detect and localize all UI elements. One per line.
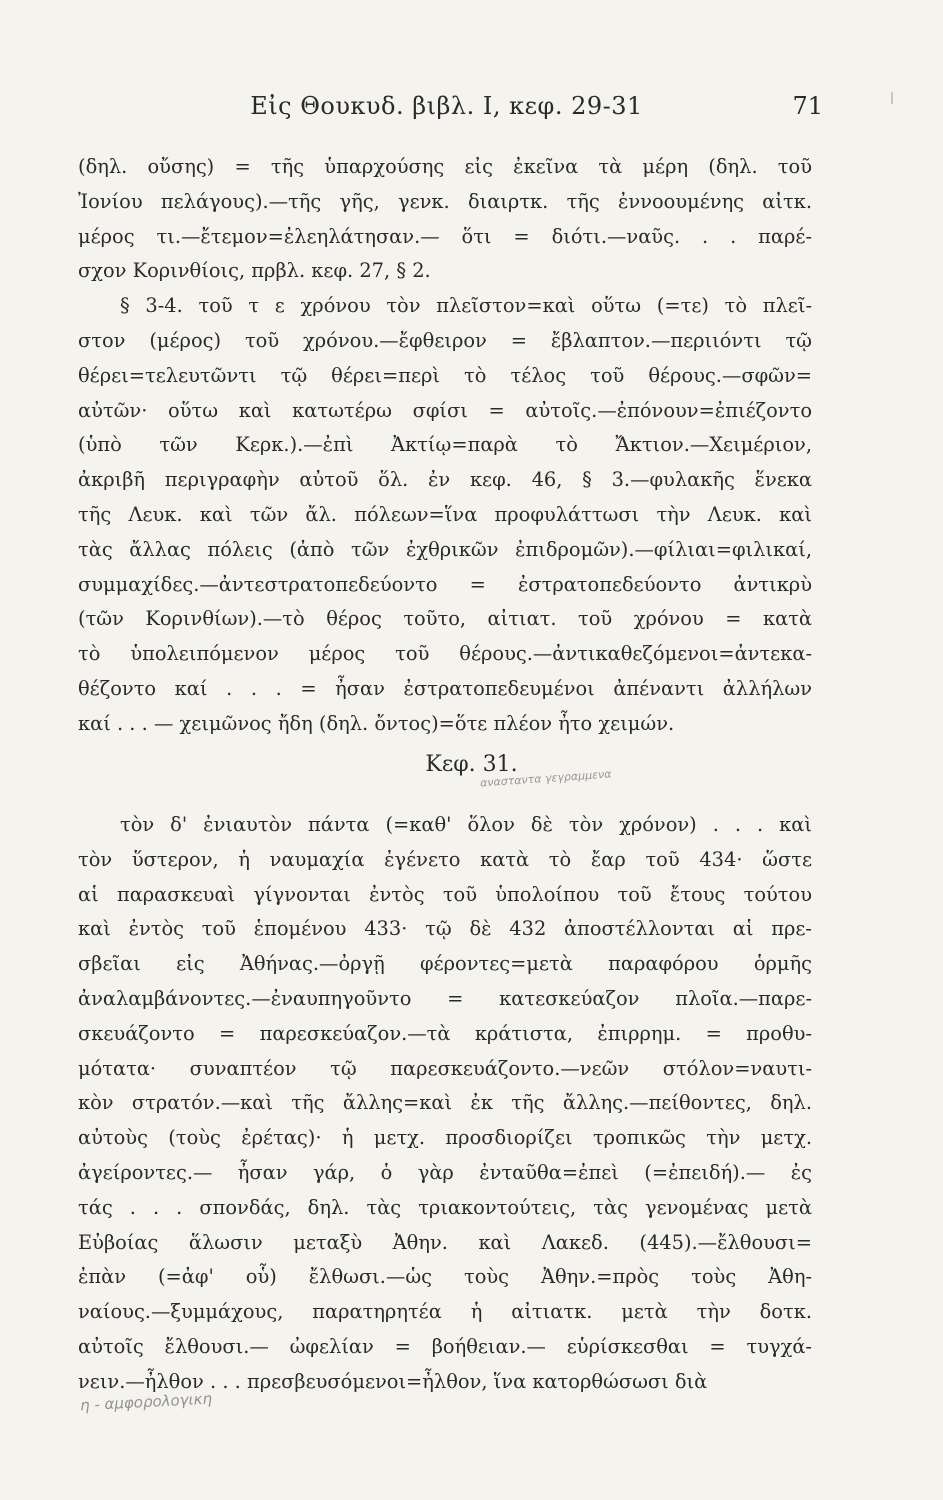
running-head: Εἰς Θουκυδ. βιβλ. Ι, κεφ. 29-31 xyxy=(250,92,643,120)
chapter-heading: Κεφ. 31. xyxy=(425,752,518,777)
text-line: καὶ ἐντὸς τοῦ ἑπομένου 433· τῷ δὲ 432 ἀποστέλλονται αἱ πρε- xyxy=(78,917,812,941)
commentary-section-bottom xyxy=(78,808,812,1400)
text-line: ἀγείροντες.— ἦσαν γάρ, ὁ γὰρ ἐνταῦθα=ἐπεὶ (=ἐπειδή).— ἐς xyxy=(78,1160,812,1184)
page-header xyxy=(80,92,823,126)
text-line: μέρος τι.—ἔτεμον=ἐλεηλάτησαν.— ὅτι = διότι.—ναῦς. . . παρέ- xyxy=(78,224,812,248)
text-line: σχον Κορινθίοις, πρβλ. κεφ. 27, § 2. xyxy=(78,259,431,283)
text-line: αὐτοῖς ἔλθουσι.— ὠφελίαν = βοήθειαν.— εὑρίσκεσθαι = τυγχά- xyxy=(78,1334,812,1358)
text-line: τῆς Λευκ. καὶ τῶν ἄλ. πόλεων=ἵνα προφυλάττωσι τὴν Λευκ. καὶ xyxy=(78,502,812,526)
text-line: (ὑπὸ τῶν Κερκ.).—ἐπὶ Ἀκτίῳ=παρὰ τὸ Ἄκτιον.—Χειμέριον, xyxy=(78,433,812,457)
text-line: καί . . . — χειμῶνος ἤδη (δηλ. ὄντος)=ὅτε πλέον ἦτο χειμών. xyxy=(78,711,675,735)
text-line: θέρει=τελευτῶντι τῷ θέρει=περὶ τὸ τέλος τοῦ θέρους.—σφῶν= xyxy=(78,363,812,387)
text-line: σκευάζοντο = παρεσκεύαζον.—τὰ κράτιστα, ἐπιρρημ. = προθυ- xyxy=(78,1021,812,1045)
page-number: 71 xyxy=(792,92,823,120)
text-line: τὸν ὕστερον, ἡ ναυμαχία ἐγένετο κατὰ τὸ ἔαρ τοῦ 434· ὥστε xyxy=(78,847,812,871)
text-line: συμμαχίδες.—ἀντεστρατοπεδεύοντο = ἐστρατοπεδεύοντο ἀντικρὺ xyxy=(78,572,812,596)
text-line: ναίους.—ξυμμάχους, παρατηρητέα ἡ αἰτιατκ. μετὰ τὴν δοτκ. xyxy=(78,1300,812,1324)
text-line: τὸν δ' ἐνιαυτὸν πάντα (=καθ' ὅλον δὲ τὸν χρόνον) . . . καὶ xyxy=(120,813,812,836)
text-line: αἱ παρασκευαὶ γίγνονται ἐντὸς τοῦ ὑπολοίπου τοῦ ἔτους τούτου xyxy=(78,882,812,906)
text-line: νειν.—ἦλθον . . . πρεσβευσόμενοι=ἦλθον, ἵνα κατορθώσωσι διὰ xyxy=(78,1369,708,1393)
commentary-section-top xyxy=(78,150,812,742)
text-line: σβεῖαι εἰς Ἀθήνας.—ὀργῇ φέροντες=μετὰ παραφόρου ὁρμῆς xyxy=(78,952,812,976)
text-line: αὐτοὺς (τοὺς ἐρέτας)· ἡ μετχ. προσδιορίζει τροπικῶς τὴν μετχ. xyxy=(78,1126,812,1150)
text-line: αὐτῶν· οὕτω καὶ κατωτέρω σφίσι = αὐτοῖς.—ἐπόνουν=ἐπιέζοντο xyxy=(78,398,812,422)
text-line: κὸν στρατόν.—καὶ τῆς ἄλλης=καὶ ἐκ τῆς ἄλλης.—πείθοντες, δηλ. xyxy=(78,1091,812,1115)
text-line: τάς . . . σπονδάς, δηλ. τὰς τριακοντούτεις, τὰς γενομένας μετὰ xyxy=(78,1195,812,1219)
text-line: ἐπὰν (=ἀφ' οὗ) ἔλθωσι.—ὡς τοὺς Ἀθην.=πρὸς τοὺς Ἀθη- xyxy=(78,1265,812,1289)
text-line: μότατα· συναπτέον τῷ παρεσκευάζοντο.—νεῶν στόλον=ναυτι- xyxy=(78,1056,812,1080)
text-line: Εὐβοίας ἅλωσιν μεταξὺ Ἀθην. καὶ Λακεδ. (445).—ἔλθουσι= xyxy=(78,1230,812,1254)
handwritten-margin-note: ανασταντα γεγραμμενα xyxy=(479,767,612,790)
text-line: ἀναλαμβάνοντες.—ἐναυπηγοῦντο = κατεσκεύαζον πλοῖα.—παρε- xyxy=(78,986,812,1010)
text-line: (τῶν Κορινθίων).—τὸ θέρος τοῦτο, αἰτιατ. τοῦ χρόνου = κατὰ xyxy=(78,607,812,631)
text-line: (δηλ. οὔσης) = τῆς ὑπαρχούσης εἰς ἐκεῖνα τὰ μέρη (δηλ. τοῦ xyxy=(78,155,812,178)
text-line: § 3-4. τοῦ τ ε χρόνου τὸν πλεῖστον=καὶ οὕτω (=τε) τὸ πλεῖ- xyxy=(120,294,812,318)
text-line: θέζοντο καί . . . = ἦσαν ἐστρατοπεδευμένοι ἀπέναντι ἀλλήλων xyxy=(78,676,812,700)
text-line: τὸ ὑπολειπόμενον μέρος τοῦ θέρους.—ἀντικαθεζόμενοι=ἀντεκα- xyxy=(78,642,812,666)
text-line: στον (μέρος) τοῦ χρόνου.—ἔφθειρον = ἔβλαπτον.—περιιόντι τῷ xyxy=(78,328,812,352)
text-line: Ἰονίου πελάγους).—τῆς γῆς, γενκ. διαιρτκ. τῆς ἐννοουμένης αἰτκ. xyxy=(78,189,812,213)
handwritten-bottom-note: η - αμφορολογικη xyxy=(79,1389,213,1415)
text-line: τὰς ἄλλας πόλεις (ἀπὸ τῶν ἐχθρικῶν ἐπιδρομῶν).—φίλιαι=φιλικαί, xyxy=(78,537,812,561)
ink-speck xyxy=(891,92,893,104)
text-line: ἀκριβῆ περιγραφὴν αὐτοῦ ὅλ. ἐν κεφ. 46, § 3.—φυλακῆς ἕνεκα xyxy=(78,468,812,492)
